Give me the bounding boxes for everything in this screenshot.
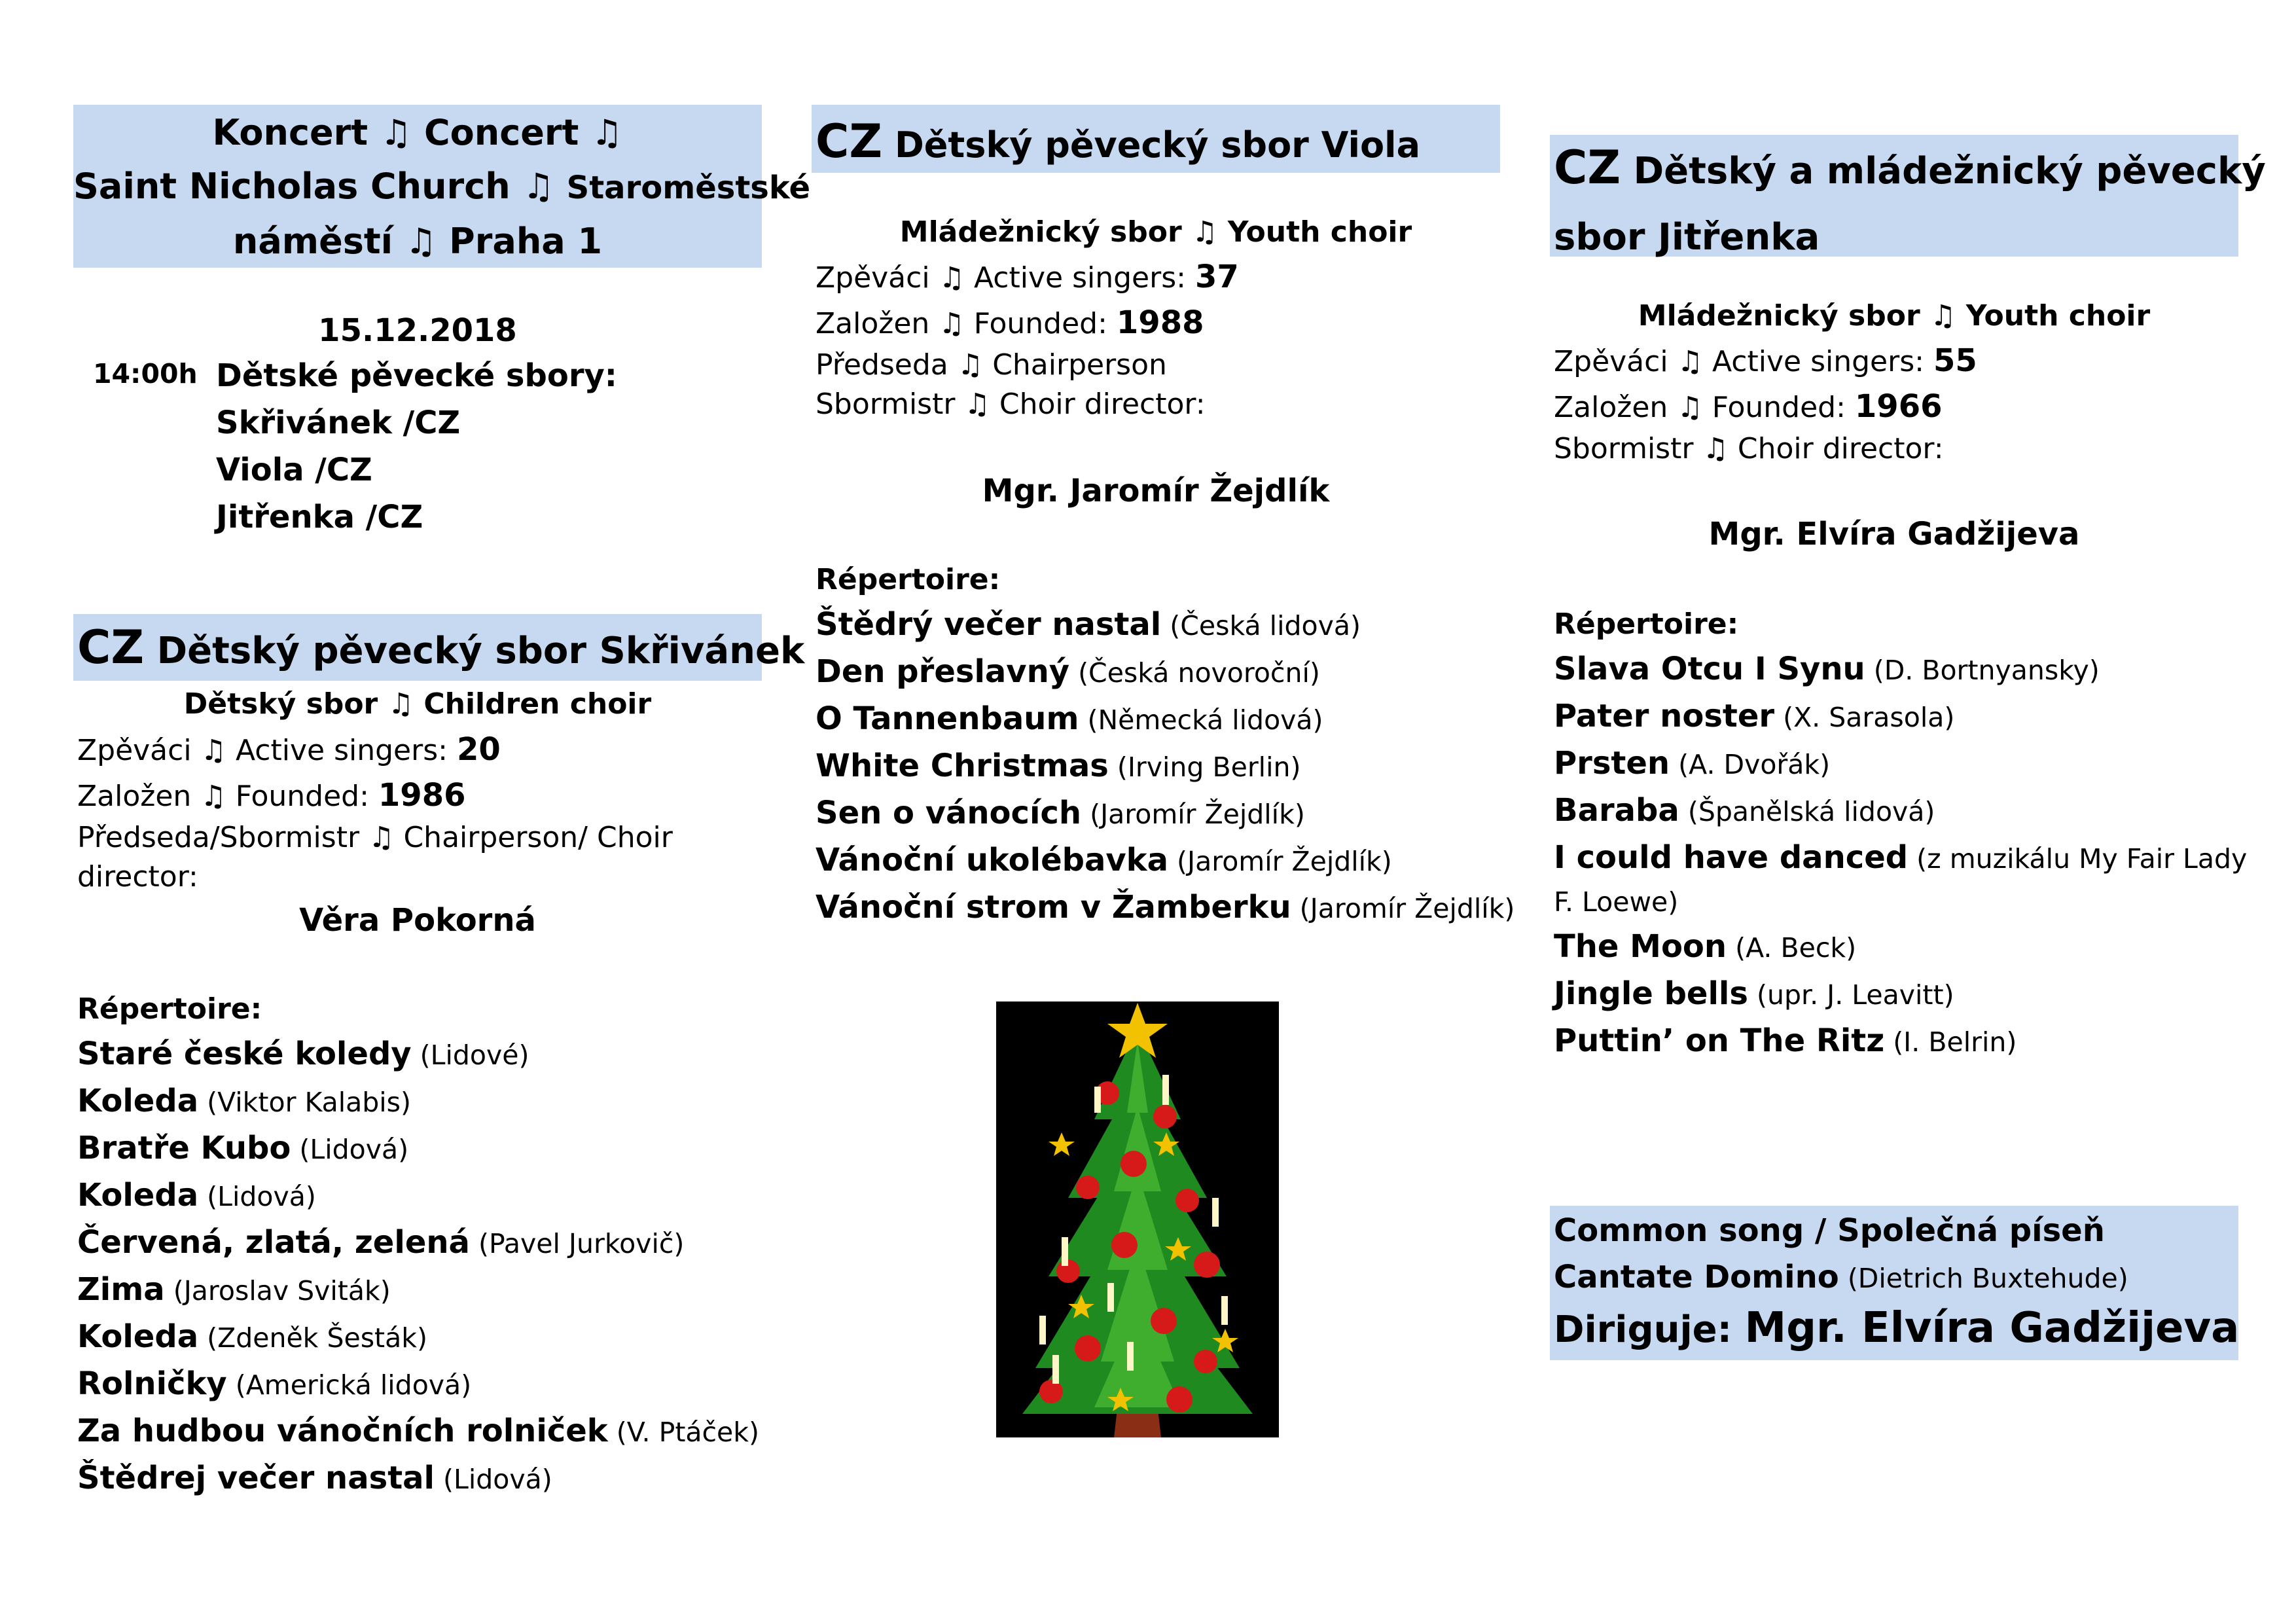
song-item — [77, 1266, 762, 1313]
viola-header: CZ Dětský pěvecký sbor Viola — [812, 105, 1500, 173]
song-item — [77, 1454, 762, 1502]
choir-list-item: Jitřenka /CZ — [216, 499, 423, 535]
song-item — [77, 1125, 762, 1172]
song-author: (I. Belrin) — [1884, 1026, 2017, 1058]
song-title: Sen o vánocích — [816, 795, 1082, 831]
song-title: Den přeslavný — [816, 653, 1070, 690]
song-author: (X. Sarasola) — [1774, 702, 1955, 733]
viola-director-label: Sbormistr ♫ Choir director: — [816, 388, 1206, 421]
song-item — [77, 1219, 762, 1266]
skrivanek-singers: Zpěváci ♫ Active singers: 20 — [77, 731, 501, 768]
jitrenka-title-cont: sbor Jitřenka — [1554, 216, 1820, 259]
choir-list-item: Viola /CZ — [216, 452, 372, 488]
choirs-heading: Dětské pěvecké sbory: — [216, 357, 617, 394]
song-title: Za hudbou vánočních rolniček — [77, 1413, 608, 1449]
jitrenka-song-list — [1554, 645, 2248, 1064]
song-item — [1554, 834, 2248, 881]
song-author: (Lidové) — [411, 1039, 529, 1071]
song-author: (Lidová) — [291, 1134, 409, 1165]
jitrenka-singers: Zpěváci ♫ Active singers: 55 — [1554, 342, 1977, 379]
song-author: (Španělská lidová) — [1679, 796, 1935, 827]
song-author: (Irving Berlin) — [1108, 751, 1301, 783]
skrivanek-founded: Založen ♫ Founded: 1986 — [77, 777, 466, 814]
song-item — [1554, 970, 2238, 1017]
song-title: Bratře Kubo — [77, 1130, 291, 1166]
song-author: (Pavel Jurkovič) — [469, 1228, 685, 1259]
song-author: (Lidová) — [198, 1181, 316, 1212]
choir-list-item: Skřivánek /CZ — [216, 405, 461, 441]
concert-line1: Koncert ♫ Concert ♫ — [212, 112, 623, 153]
jitrenka-director: Mgr. Elvíra Gadžijeva — [1708, 516, 2080, 552]
song-author: (Zdeněk Šesták) — [198, 1322, 427, 1354]
concert-time: 14:00h — [93, 358, 198, 389]
song-item — [1554, 693, 2238, 740]
viola-director: Mgr. Jaromír Žejdlík — [982, 473, 1330, 509]
skrivanek-song-list — [77, 1030, 762, 1502]
song-item — [816, 837, 1500, 884]
song-author: (Jaromír Žejdlík) — [1168, 846, 1392, 877]
song-item — [816, 884, 1515, 931]
song-title: Koleda — [77, 1083, 199, 1119]
song-item — [77, 1077, 762, 1125]
song-item — [1554, 923, 2238, 970]
song-author: (A. Dvořák) — [1670, 749, 1831, 780]
viola-type: Mládežnický sbor ♫ Youth choir — [899, 215, 1412, 249]
song-item — [1554, 787, 2238, 834]
viola-details — [816, 254, 1496, 424]
song-author: (Česká novoroční) — [1069, 657, 1320, 689]
song-item — [77, 1172, 762, 1219]
jitrenka-header: CZ Dětský a mládežnický pěvecký sbor Jitřenka — [1550, 135, 2238, 257]
concert-choirs — [216, 352, 617, 541]
song-title: The Moon — [1554, 928, 1727, 965]
song-item — [816, 789, 1500, 837]
song-item — [1554, 645, 2238, 693]
song-title: Pater noster — [1554, 698, 1775, 734]
song-author: (Lidová) — [434, 1464, 552, 1495]
skrivanek-role-cont: director: — [77, 860, 198, 893]
song-author: (D. Bortnyansky) — [1865, 655, 2100, 686]
song-author: (V. Ptáček) — [607, 1416, 760, 1448]
concert-date: 15.12.2018 — [318, 312, 517, 349]
song-item — [816, 695, 1500, 742]
song-author: (z muzikálu My Fair Lady — [1908, 843, 2248, 875]
christmas-tree-icon — [996, 1001, 1279, 1437]
song-item — [816, 742, 1500, 789]
song-title: O Tannenbaum — [816, 700, 1079, 737]
jitrenka-details — [1554, 338, 2234, 469]
skrivanek-role: Předseda/Sbormistr ♫ Chairperson/ Choir — [77, 821, 673, 854]
song-title: White Christmas — [816, 748, 1109, 784]
viola-repertoire-label: Répertoire: — [816, 563, 1001, 596]
skrivanek-repertoire-label: Répertoire: — [77, 992, 262, 1026]
song-title: Štědrej večer nastal — [77, 1460, 435, 1496]
song-item — [1554, 740, 2238, 787]
song-author: (Jaromír Žejdlík) — [1081, 799, 1305, 830]
song-item — [77, 1313, 762, 1360]
song-title: Prsten — [1554, 745, 1670, 782]
viola-chair: Předseda ♫ Chairperson — [816, 348, 1167, 382]
song-item — [1554, 1017, 2238, 1064]
song-author: (Německá lidová) — [1079, 704, 1323, 736]
concert-line2: Saint Nicholas Church ♫ Staroměstské — [73, 166, 811, 207]
song-author-cont: F. Loewe) — [1554, 886, 1679, 918]
song-title: Štědrý večer nastal — [816, 606, 1162, 643]
common-heading: Common song / Společná píseň — [1554, 1212, 2105, 1249]
song-item — [816, 648, 1500, 695]
jitrenka-type: Mládežnický sbor ♫ Youth choir — [1638, 299, 2151, 333]
song-title: Vánoční strom v Žamberku — [816, 889, 1291, 926]
viola-founded: Založen ♫ Founded: 1988 — [816, 304, 1204, 341]
song-author: (upr. J. Leavitt) — [1748, 979, 1954, 1011]
song-title: Zima — [77, 1271, 165, 1308]
song-title: Koleda — [77, 1318, 199, 1355]
viola-singers: Zpěváci ♫ Active singers: 37 — [816, 259, 1239, 295]
song-title: Vánoční ukolébavka — [816, 842, 1168, 878]
skrivanek-type: Dětský sbor ♫ Children choir — [183, 687, 652, 721]
song-title: I could have danced — [1554, 839, 1909, 876]
song-title: Jingle bells — [1554, 975, 1748, 1012]
skrivanek-header: CZ Dětský pěvecký sbor Skřivánek — [73, 614, 762, 681]
song-author: (Jaromír Žejdlík) — [1291, 893, 1515, 924]
concert-header — [73, 105, 811, 268]
song-title: Baraba — [1554, 792, 1679, 829]
skrivanek-director: Věra Pokorná — [299, 902, 536, 939]
jitrenka-founded: Založen ♫ Founded: 1966 — [1554, 388, 1943, 425]
song-title: Staré české koledy — [77, 1036, 412, 1072]
jitrenka-director-label: Sbormistr ♫ Choir director: — [1554, 432, 1944, 465]
song-item — [77, 1360, 762, 1407]
common-song: Cantate Domino (Dietrich Buxtehude) — [1554, 1259, 2128, 1295]
concert-line3: náměstí ♫ Praha 1 — [232, 221, 603, 262]
song-title: Slava Otcu I Synu — [1554, 651, 1865, 687]
song-author: (Česká lidová) — [1161, 610, 1361, 641]
song-item — [77, 1407, 762, 1454]
song-author: (Jaroslav Sviták) — [164, 1275, 391, 1307]
song-item — [77, 1030, 762, 1077]
song-title: Puttin’ on The Ritz — [1554, 1022, 1885, 1059]
jitrenka-repertoire-label: Répertoire: — [1554, 607, 1739, 641]
song-title: Koleda — [77, 1177, 199, 1214]
common-conductor: Diriguje: Mgr. Elvíra Gadžijeva — [1554, 1304, 2240, 1352]
viola-song-list — [816, 601, 1515, 931]
song-author: (A. Beck) — [1727, 932, 1857, 964]
song-title: Rolničky — [77, 1365, 227, 1402]
song-author: (Viktor Kalabis) — [198, 1087, 412, 1118]
song-author: (Americká lidová) — [226, 1369, 472, 1401]
skrivanek-details — [77, 727, 758, 897]
song-title: Červená, zlatá, zelená — [77, 1224, 470, 1261]
song-item — [816, 601, 1500, 648]
common-song-box — [1550, 1206, 2238, 1360]
